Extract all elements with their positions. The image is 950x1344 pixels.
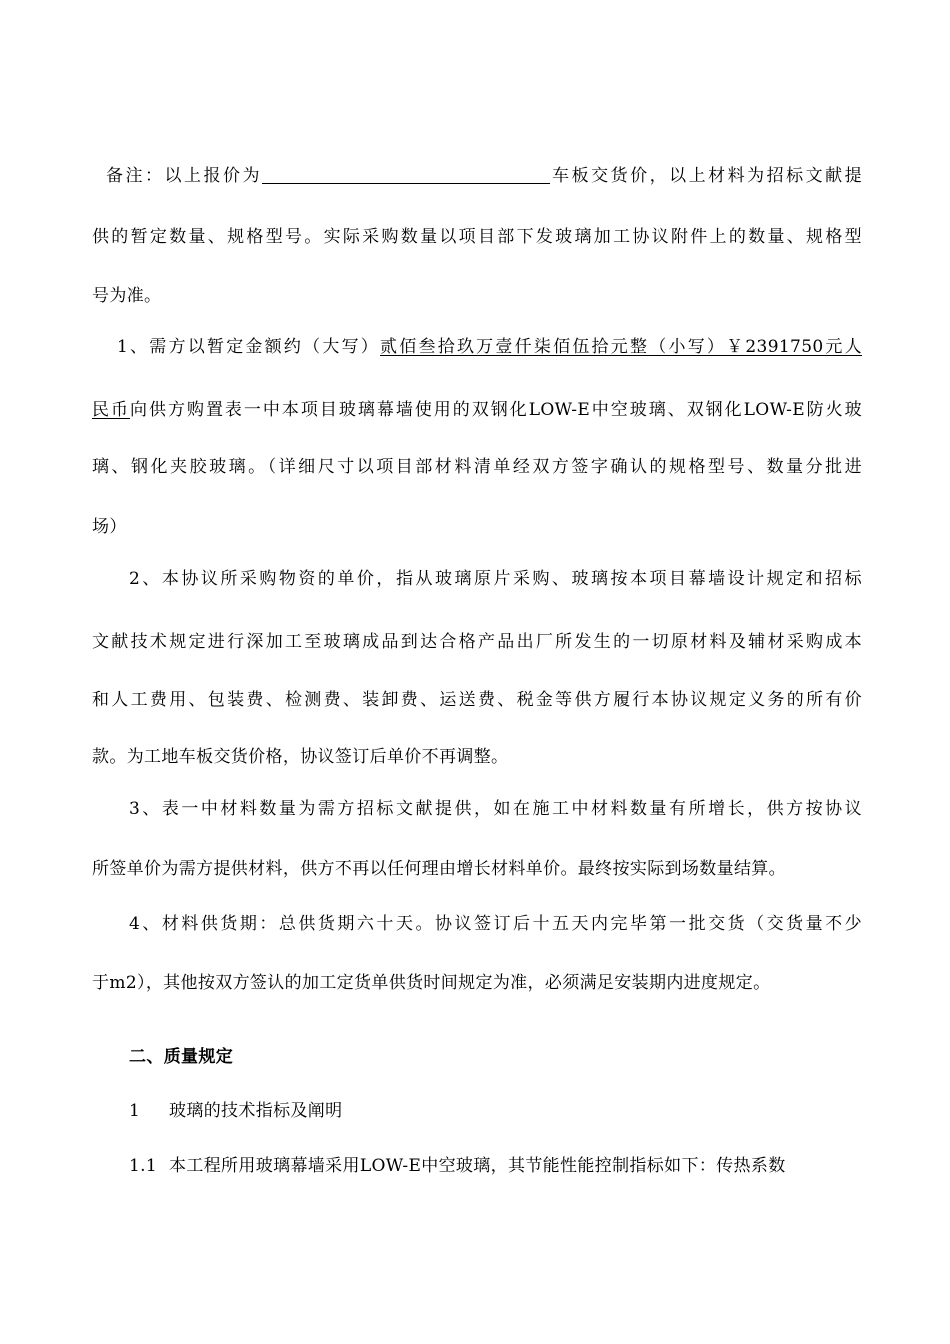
- item2-line-1: 2、本协议所采购物资的单价，指从玻璃原片采购、玻璃按本项目幕墙设计规定和招标: [129, 569, 862, 589]
- remark-line-3: 号为准。: [92, 286, 162, 306]
- remark-prefix: 备注：以上报价为: [106, 166, 262, 186]
- item1-amount: 贰佰叁拾玖万壹仟柒佰伍拾元整（小写）￥2391750元人: [380, 337, 863, 357]
- item2-line-2: 文献技术规定进行深加工至玻璃成品到达合格产品出厂所发生的一切原材料及辅材采购成本: [92, 632, 862, 652]
- item1-line-2: [92, 399, 862, 421]
- item4-line-2: 于m2），其他按双方签认的加工定货单供货时间规定为准，必须满足安装期内进度规定。: [92, 973, 771, 993]
- item1-prefix: 1、需方以暂定金额约（大写）: [117, 337, 381, 357]
- item1-amount-cont: 民币: [92, 400, 130, 420]
- sub-item-1: [129, 1100, 899, 1122]
- sub-item-1-text: 玻璃的技术指标及阐明: [169, 1101, 343, 1121]
- sub-item-1-1-number: 1.1: [129, 1156, 158, 1176]
- sub-item-1-1: [129, 1155, 862, 1177]
- remark-line-1: [106, 163, 862, 187]
- item3-line-1: 3、表一中材料数量为需方招标文献提供，如在施工中材料数量有所增长，供方按协议: [129, 799, 862, 819]
- price-blank: [262, 163, 550, 184]
- sub-item-1-1-text: 本工程所用玻璃幕墙采用LOW-E中空玻璃，其节能性能控制指标如下：传热系数: [169, 1156, 786, 1176]
- item4-line-1: 4、材料供货期：总供货期六十天。协议签订后十五天内完毕第一批交货（交货量不少: [129, 914, 862, 934]
- section-heading: 二、质量规定: [129, 1047, 234, 1067]
- item1-line-2-rest: 向供方购置表一中本项目玻璃幕墙使用的双钢化LOW-E中空玻璃、双钢化LOW-E防火玻: [129, 400, 862, 420]
- item2-line-3: 和人工费用、包装费、检测费、装卸费、运送费、税金等供方履行本协议规定义务的所有价: [92, 690, 862, 710]
- remark-line-1-suffix: 车板交货价，以上材料为招标文献提: [550, 166, 862, 186]
- item1-line-1: [117, 336, 862, 358]
- item1-line-4: 场）: [92, 517, 127, 537]
- remark-line-2: 供的暂定数量、规格型号。实际采购数量以项目部下发玻璃加工协议附件上的数量、规格型: [92, 227, 862, 247]
- sub-item-1-number: 1: [129, 1101, 141, 1121]
- item2-line-4: 款。为工地车板交货价格，协议签订后单价不再调整。: [92, 747, 509, 767]
- item3-line-2: 所签单价为需方提供材料，供方不再以任何理由增长材料单价。最终按实际到场数量结算。: [92, 859, 786, 879]
- item1-line-3: 璃、钢化夹胶玻璃。（详细尺寸以项目部材料清单经双方签字确认的规格型号、数量分批进: [92, 457, 862, 477]
